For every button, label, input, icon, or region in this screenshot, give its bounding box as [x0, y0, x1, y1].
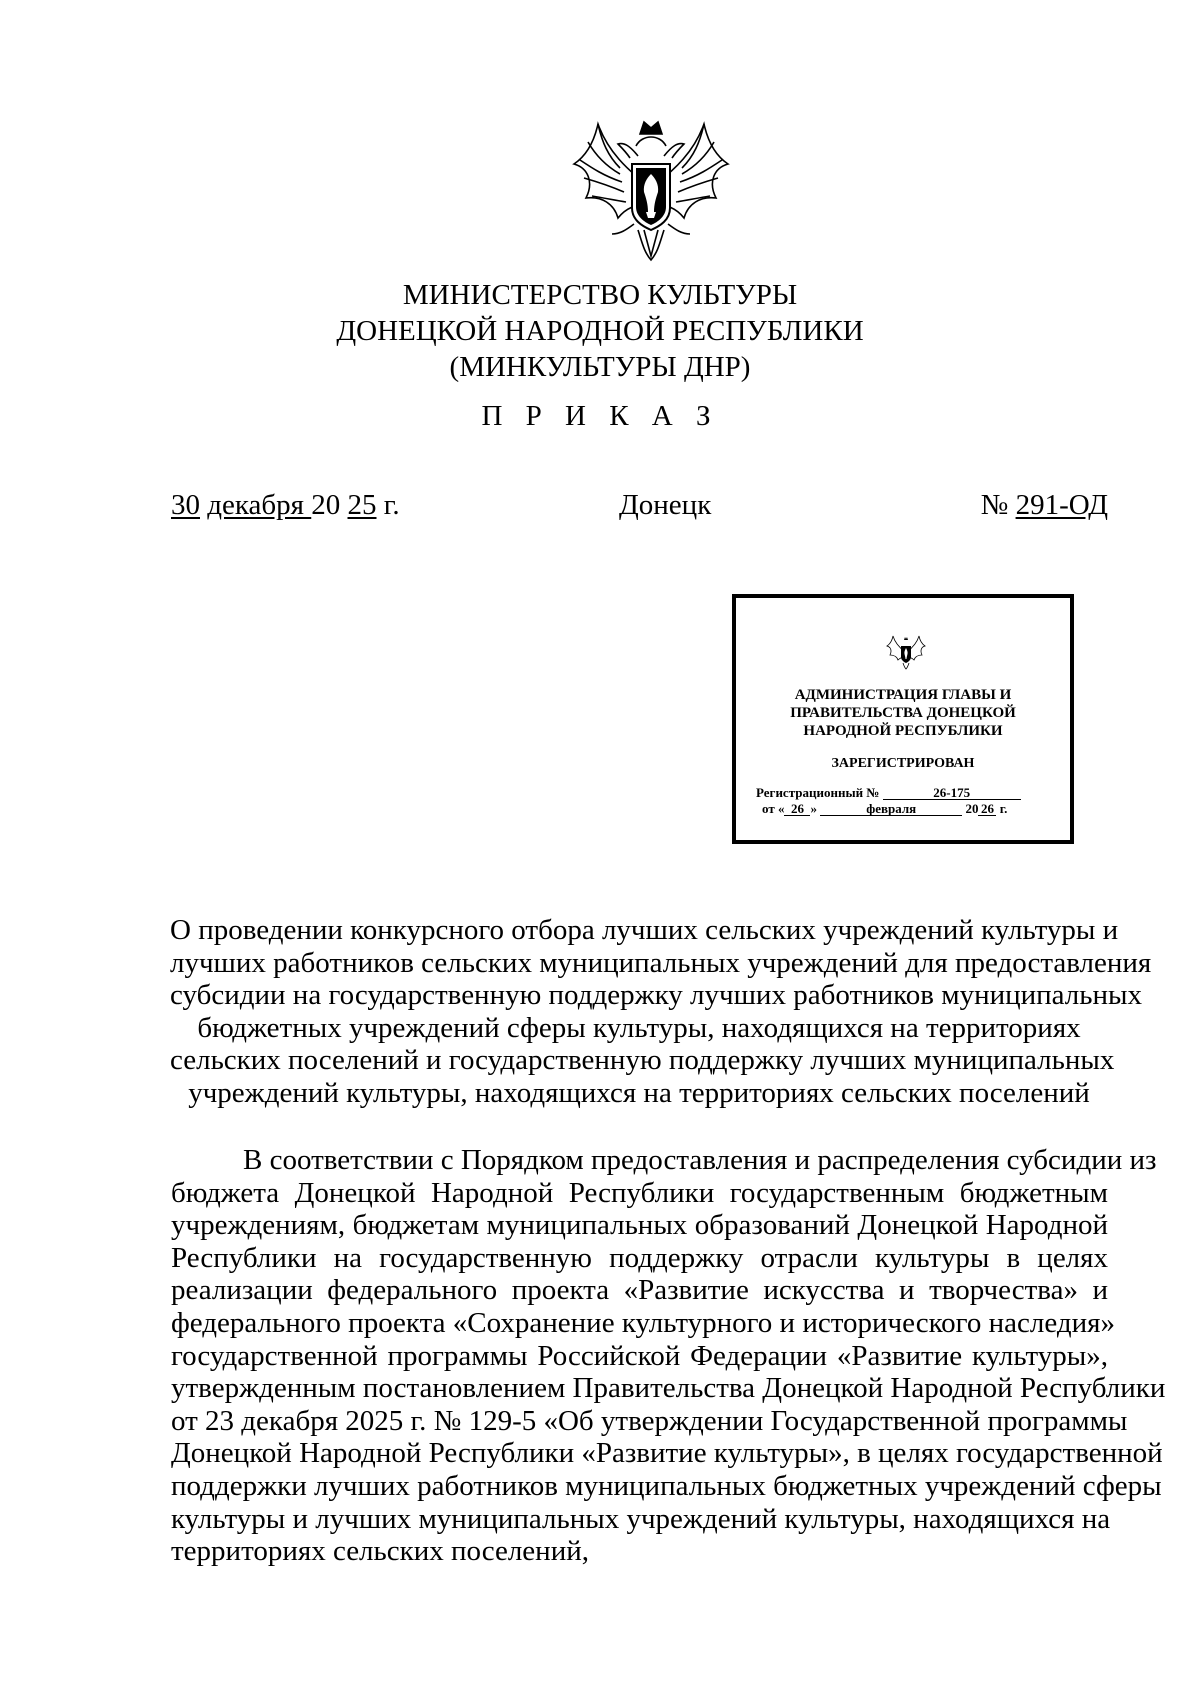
stamp-reg-number-line — [756, 785, 1021, 801]
subject-line: субсидии на государственную поддержку лучших работников муниципальных — [170, 979, 1142, 1011]
stamp-date-year-suffix: 26 — [978, 802, 996, 816]
order-number-value: 291-ОД — [1015, 489, 1108, 521]
order-city: Донецк — [619, 489, 712, 521]
subject-line: лучших работников сельских муниципальных учреждений для предоставления — [170, 946, 1152, 979]
body-line: утвержденным постановлением Правительства Донецкой Народной Республики — [171, 1372, 1166, 1405]
stamp-org-line: АДМИНИСТРАЦИЯ ГЛАВЫ И — [794, 687, 1012, 703]
stamp-date-year-prefix: 20 — [965, 801, 979, 816]
registration-stamp — [732, 594, 1074, 844]
body-line: от 23 декабря 2025 г. № 129-5 «Об утверждении Государственной программы — [171, 1404, 1128, 1437]
body-line: Донецкой Народной Республики «Развитие культуры», в целях государственной — [171, 1437, 1163, 1470]
order-year-suffix: 25 — [347, 489, 377, 521]
body-line: культуры и лучших муниципальных учреждений культуры, находящихся на — [171, 1502, 1111, 1535]
stamp-date-month: февраля — [820, 802, 962, 816]
stamp-date-day: 26 — [784, 802, 810, 816]
body-line: бюджета Донецкой Народной Республики государственным бюджетным — [171, 1176, 1108, 1209]
order-number — [981, 489, 1108, 522]
stamp-date-close-quote: » — [810, 801, 817, 816]
body-line: реализации федерального проекта «Развитие искусства и творчества» и — [171, 1274, 1108, 1307]
subject-line: учреждений культуры, находящихся на территориях сельских поселений — [188, 1076, 1090, 1109]
ministry-line: ДОНЕЦКОЙ НАРОДНОЙ РЕСПУБЛИКИ — [336, 315, 864, 347]
body-line: федерального проекта «Сохранение культурного и исторического наследия» — [171, 1306, 1115, 1339]
stamp-date-line — [762, 801, 1007, 817]
stamp-organization — [736, 686, 1070, 740]
order-day: 30 — [171, 489, 200, 521]
order-preamble — [171, 1144, 1166, 1568]
order-subject — [170, 914, 1152, 1109]
body-line: поддержки лучших работников муниципальных бюджетных учреждений сферы — [171, 1469, 1162, 1502]
body-line: Республики на государственную поддержку отрасли культуры в целях — [171, 1241, 1108, 1274]
ministry-line: МИНИСТЕРСТВО КУЛЬТУРЫ — [402, 279, 798, 311]
body-line: учреждениям, бюджетам муниципальных образований Донецкой Народной — [171, 1209, 1108, 1242]
body-line: территориях сельских поселений, — [171, 1535, 589, 1568]
subject-line: бюджетных учреждений сферы культуры, находящихся на территориях — [197, 1011, 1081, 1044]
body-line: государственной программы Российской Федерации «Развитие культуры», — [171, 1339, 1108, 1372]
order-number-prefix: № — [980, 489, 1009, 521]
ministry-name — [300, 277, 900, 385]
stamp-status: ЗАРЕГИСТРИРОВАН — [831, 756, 975, 771]
order-info-line — [171, 489, 1108, 529]
subject-line: О проведении конкурсного отбора лучших сельских учреждений культуры и — [170, 914, 1119, 946]
body-line: В соответствии с Порядком предоставления и распределения субсидии из — [243, 1144, 1157, 1176]
dpr-coat-of-arms-icon — [886, 634, 926, 670]
order-date — [171, 489, 400, 522]
stamp-date-from-label: от « — [762, 801, 785, 816]
subject-line: сельских поселений и государственную поддержку лучших муниципальных — [170, 1044, 1115, 1076]
stamp-org-line: ПРАВИТЕЛЬСТВА ДОНЕЦКОЙ — [790, 705, 1016, 721]
order-year-prefix: 20 — [311, 489, 341, 521]
document-type: П Р И К А З — [481, 400, 719, 432]
order-year-unit: г. — [383, 489, 400, 521]
ministry-line: (МИНКУЛЬТУРЫ ДНР) — [449, 351, 751, 383]
order-month: декабря — [207, 489, 312, 521]
stamp-org-line: НАРОДНОЙ РЕСПУБЛИКИ — [803, 723, 1003, 739]
stamp-reg-number: 26-175 — [883, 786, 1021, 800]
stamp-date-year-unit: г. — [999, 801, 1008, 816]
dpr-coat-of-arms-icon — [568, 112, 734, 264]
stamp-reg-number-label: Регистрационный № — [756, 785, 880, 800]
